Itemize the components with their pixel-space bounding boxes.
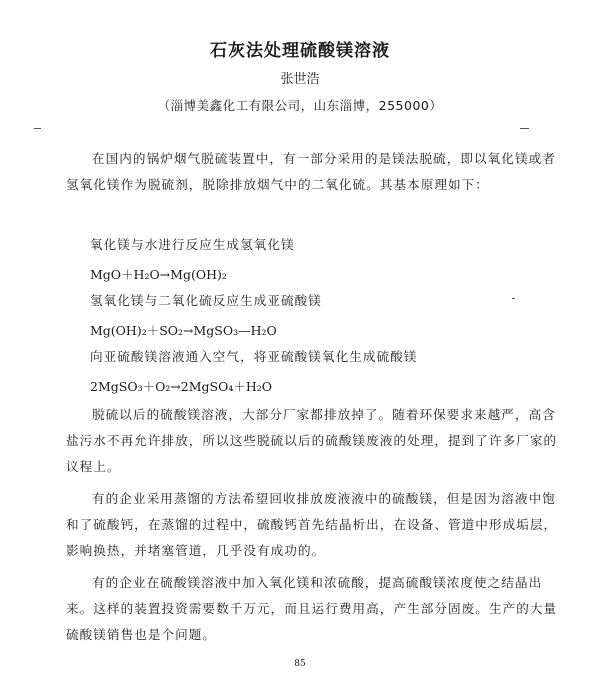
paragraph-2: 脱硫以后的硫酸镁溶液，大部分厂家都排放掉了。随着环保要求来越严，高含盐污水不再允许排放，所以这些脱硫以后的硫酸镁废液的处理，提到了许多厂家的议程上。 — [66, 407, 558, 474]
scan-speck — [34, 128, 41, 129]
step2-description: 氢氧化镁与二氧化硫反应生成亚硫酸镁 — [90, 293, 322, 308]
paragraph-3-block — [66, 486, 560, 564]
paper-title: 石灰法处理硫酸镁溶液 — [210, 41, 390, 61]
step3-equation: 2MgSO₃＋O₂→2MgSO₄＋H₂O — [90, 379, 273, 394]
intro-paragraph-block — [66, 146, 560, 198]
paragraph-4-block — [66, 570, 560, 648]
author-affiliation: （淄博美鑫化工有限公司，山东淄博，255000） — [157, 98, 443, 113]
paragraph-4: 有的企业在硫酸镁溶液中加入氧化镁和浓硫酸，提高硫酸镁浓度使之结晶出来。这样的装置投资需要数千万元，而且运行费用高，产生部分固废。生产的大量硫酸镁销售也是个问题。 — [66, 575, 558, 642]
step3-description-block — [90, 344, 560, 370]
step2-equation: Mg(OH)₂＋SO₂→MgSO₃—H₂O — [90, 323, 277, 338]
step1-description: 氧化镁与水进行反应生成氢氧化镁 — [90, 237, 295, 252]
page-number: 85 — [294, 659, 306, 669]
intro-paragraph: 在国内的锅炉烟气脱硫装置中，有一部分采用的是镁法脱硫，即以氧化镁或者氢氧化镁作为脱硫剂，脱除排放烟气中的二氧化硫。其基本原理如下： — [66, 151, 556, 192]
step1-description-block — [90, 232, 560, 258]
step2-description-block — [90, 288, 560, 314]
step1-equation: MgO＋H₂O→Mg(OH)₂ — [90, 267, 227, 282]
step3-description: 向亚硫酸镁溶液通入空气，将亚硫酸镁氧化生成硫酸镁 — [90, 349, 418, 364]
paragraph-3: 有的企业采用蒸馏的方法希望回收排放废液液中的硫酸镁，但是因为溶液中饱和了硫酸钙，在蒸馏的过程中，硫酸钙首先结晶析出，在设备、管道中形成垢层，影响换热，并堵塞管道，几乎没有成功的。 — [66, 491, 558, 558]
paragraph-2-block — [66, 402, 560, 480]
author-name: 张世浩 — [280, 72, 320, 87]
scan-speck — [520, 128, 529, 129]
